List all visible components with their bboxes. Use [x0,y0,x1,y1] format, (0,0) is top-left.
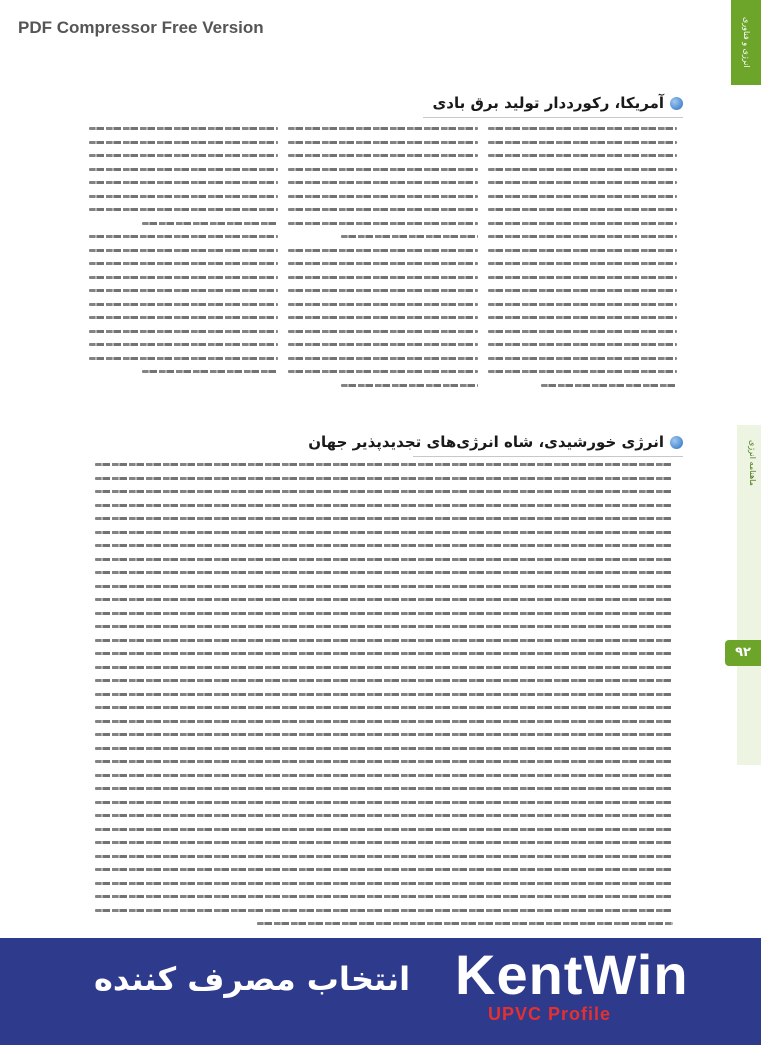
article1-column-2 [288,127,477,415]
pdf-watermark: PDF Compressor Free Version [18,18,264,37]
ad-slogan: انتخاب مصرف کننده [93,960,411,998]
article2-body [95,463,673,928]
issue-strip-label: ماهنامه انرژی [748,440,757,486]
article1-column-3 [89,127,278,415]
globe-bullet-icon [670,436,683,449]
article1-column-1 [488,127,677,415]
page-number: ۹۲ [725,640,761,666]
section-tab: انرژی و فناوری [731,0,761,85]
article1-title: آمریکا، رکورددار تولید برق بادی [432,94,664,112]
article1-body [89,127,677,415]
globe-bullet-icon [670,97,683,110]
article2-title: انرژی خورشیدی، شاه انرژی‌های تجدیدپذیر جهان [308,433,664,451]
ad-brand-logo: KentWin [455,943,689,1006]
ad-tagline: UPVC Profile [488,1004,612,1024]
article1-heading [433,94,683,112]
article1-rule [423,117,683,118]
article2-heading [308,433,683,451]
article2-rule [413,456,683,457]
